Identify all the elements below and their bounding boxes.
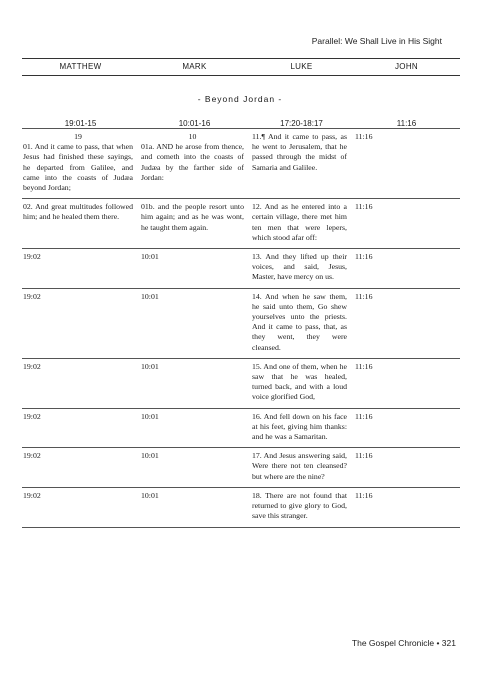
header-mark: MARK — [182, 62, 207, 71]
matthew-cell: 19:02 — [23, 451, 41, 461]
gospel-column-headers — [22, 58, 460, 76]
matthew-cell — [22, 129, 139, 198]
table-row — [22, 488, 460, 528]
john-cell: 11:16 — [355, 411, 373, 421]
john-cell: 11:16 — [355, 132, 373, 141]
john-cell: 11:16 — [355, 490, 373, 500]
mark-cell: 10:01 — [141, 451, 159, 461]
table-row — [22, 409, 460, 449]
john-cell: 11:16 — [355, 451, 373, 461]
ref-luke: 17:20-18:17 — [280, 119, 323, 128]
john-cell: 11:16 — [355, 252, 373, 262]
john-cell: 11:16 — [355, 361, 373, 371]
chapter-number: 10 — [188, 132, 197, 141]
header-matthew: MATTHEW — [59, 62, 102, 71]
luke-cell: 12. And as he entered into a certain village, there met him ten men that were lepers, which stood afar off: — [252, 202, 347, 242]
matthew-cell: 19:02 — [23, 361, 41, 371]
ref-mark: 10:01-16 — [178, 119, 211, 128]
john-cell: 11:16 — [355, 291, 373, 301]
header-john: JOHN — [395, 62, 418, 71]
header-luke: LUKE — [290, 62, 313, 71]
table-row — [22, 448, 460, 488]
mark-cell: 10:01 — [141, 252, 159, 262]
luke-cell: 14. And when he saw them, he said unto them, Go shew yourselves unto the priests. And it came to pass, that, as they went, they were cleansed. — [252, 291, 347, 352]
mark-cell: 01b. and the people resort unto him again; and as he was wont, he taught them again. — [141, 202, 244, 232]
parallel-table — [22, 128, 460, 528]
table-row — [22, 289, 460, 359]
ref-matthew: 19:01-15 — [64, 119, 97, 128]
john-cell: 11:16 — [355, 202, 373, 212]
luke-cell: 11.¶ And it came to pass, as he went to Jerusalem, that he passed through the midst of Samaria and Galilee. — [252, 132, 347, 172]
luke-cell: 18. There are not found that returned to give glory to God, save this stranger. — [252, 490, 347, 521]
luke-cell: 15. And one of them, when he saw that he was healed, turned back, and with a loud voice glorified God, — [252, 361, 347, 402]
mark-cell: 10:01 — [141, 411, 159, 421]
table-row — [22, 359, 460, 409]
mark-cell: 10:01 — [141, 291, 159, 301]
section-title: - Beyond Jordan - — [197, 94, 283, 104]
matthew-cell: 19:02 — [23, 252, 41, 262]
ref-john: 11:16 — [396, 119, 417, 128]
running-head: Parallel: We Shall Live in His Sight — [311, 36, 442, 46]
matthew-cell: 19:02 — [23, 291, 41, 301]
table-row — [22, 249, 460, 289]
verse-text: 01a. AND he arose from thence, and cometh into the coasts of Judæa by the farther side of Jordan: — [141, 142, 244, 182]
mark-cell — [139, 129, 250, 198]
chapter-number: 19 — [74, 132, 82, 141]
table-row — [22, 129, 460, 199]
luke-cell: 13. And they lifted up their voices, and said, Jesus, Master, have mercy on us. — [252, 252, 347, 282]
luke-cell: 16. And fell down on his face at his feet, giving him thanks: and he was a Samaritan. — [252, 411, 347, 442]
matthew-cell: 02. And great multitudes followed him; and he healed them there. — [23, 202, 133, 222]
page-footer: The Gospel Chronicle • 321 — [351, 638, 456, 648]
mark-cell: 10:01 — [141, 490, 159, 500]
mark-cell: 10:01 — [141, 361, 159, 371]
table-row — [22, 199, 460, 249]
verse-text: 01. And it came to pass, that when Jesus had finished these sayings, he departed from Galilee, and came into the coasts of Judæa beyond Jordan; — [23, 142, 133, 193]
matthew-cell: 19:02 — [23, 411, 41, 421]
matthew-cell: 19:02 — [23, 490, 41, 500]
luke-cell: 17. And Jesus answering said, Were there not ten cleansed? but where are the nine? — [252, 451, 347, 481]
